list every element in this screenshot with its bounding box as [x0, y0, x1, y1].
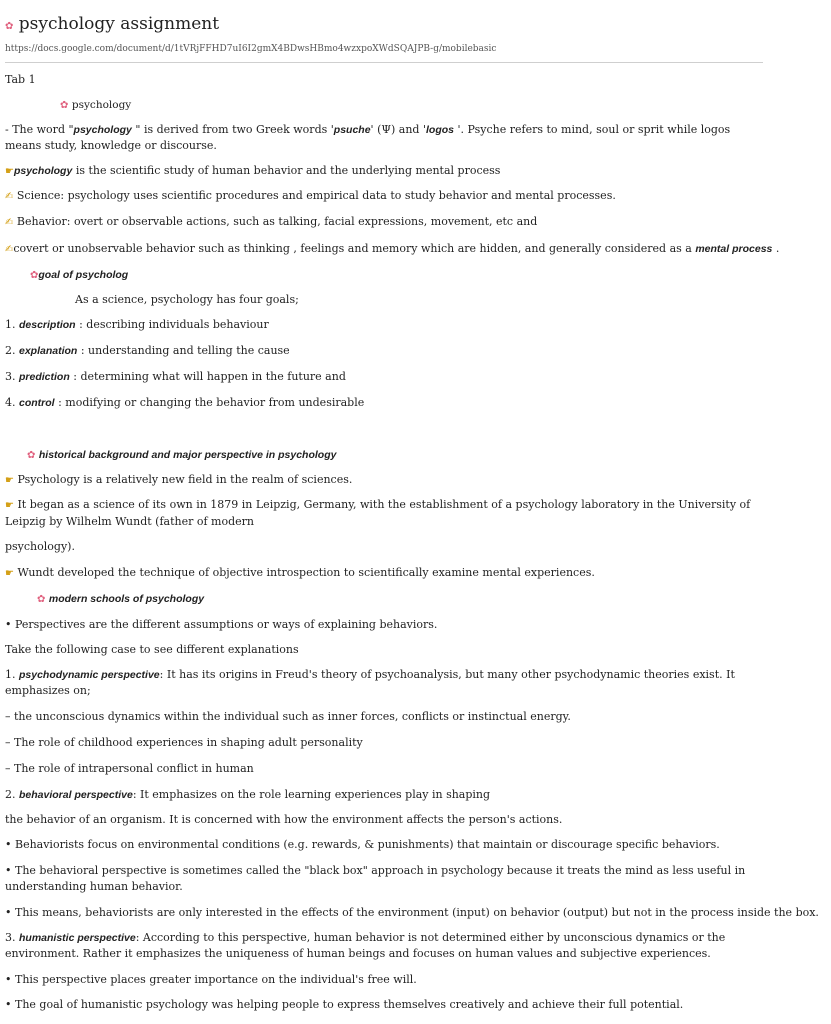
psychodynamic-paragraph [5, 667, 761, 699]
perspectives-bullet: • Perspectives are the different assumptions or ways of explaining behaviors. [5, 618, 438, 631]
title-fancy: psychology [18, 14, 115, 34]
cherry-blossom-icon: ✿ [37, 594, 46, 605]
bold-term: psychodynamic perspective [19, 669, 160, 681]
goal-term: control [19, 397, 55, 409]
title-rest: assignment [114, 14, 220, 34]
writing-hand-icon: ✍ [5, 217, 14, 228]
item-number: 1. [5, 668, 19, 681]
goal-text: : understanding and telling the cause [77, 344, 290, 357]
text: ' (Ψ) and ' [370, 123, 426, 136]
bold-term: humanistic perspective [19, 932, 136, 944]
goal-term: explanation [19, 345, 78, 357]
text: Wundt developed the technique of objective introspection to scientifically examine mental experiences. [13, 566, 595, 579]
cherry-blossom-icon: ✿ [5, 21, 14, 32]
heading-text: goal of psycholog [38, 269, 129, 281]
goal-number: 1. [5, 318, 19, 331]
pointing-hand-icon: ☛ [5, 166, 14, 177]
covert-paragraph [5, 241, 780, 258]
goal-item-1 [5, 317, 761, 333]
bold-term: mental process [695, 243, 773, 255]
text: : According to this perspective, human behavior is not determined either by unconscious dynamics or the environment. Rather it emphasizes the uniqueness of human beings and focuses on human values and subjective experiences. [5, 931, 726, 960]
humanistic-point-b: • The goal of humanistic psychology was helping people to express themselves creatively and achieve their full potential. [5, 998, 684, 1011]
subtitle-text: psychology [71, 99, 132, 111]
item-number: 2. [5, 788, 19, 801]
history-point-3 [5, 565, 761, 582]
goal-number: 4. [5, 396, 19, 409]
goal-text: : describing individuals behaviour [75, 318, 269, 331]
pointing-hand-icon: ☛ [5, 475, 14, 486]
heading-text: modern schools of psychology [48, 593, 205, 605]
bold-term: logos [426, 124, 454, 136]
goal-term: description [19, 319, 76, 331]
pointing-hand-icon: ☛ [5, 568, 14, 579]
humanistic-point-a: • This perspective places greater importance on the individual's free will. [5, 973, 417, 986]
text: Behavior: overt or observable actions, such as talking, facial expressions, movement, etc and [13, 215, 538, 228]
writing-hand-icon: ✍ [5, 191, 14, 202]
text: It began as a science of its own in 1879 in Leipzig, Germany, with the establishment of a psychology laboratory in the University of Leipzig by Wilhelm Wundt (father of modern [5, 498, 751, 528]
tab-label[interactable]: Tab 1 [5, 73, 36, 86]
text: covert or unobservable behavior such as thinking , feelings and memory which are hidden, and generally considered as a [13, 242, 696, 255]
document-url[interactable]: https://docs.google.com/document/d/1tVRjFFHD7uI6I2gmX4BDwsHBmo4wzxpoXWdSQAJPB-g/mobilebasic [5, 44, 497, 54]
goal-item-2 [5, 343, 761, 359]
header-divider [5, 62, 763, 63]
goal-number: 3. [5, 370, 19, 383]
goal-item-3 [5, 369, 761, 385]
goal-text: : determining what will happen in the future and [69, 370, 346, 383]
text: - The word " [5, 123, 74, 136]
item-number: 3. [5, 931, 19, 944]
text: '. Psyche refers to mind, soul or sprit while logos means study, knowledge or discourse. [5, 123, 731, 152]
psychodynamic-point-c: – The role of intrapersonal conflict in human [5, 762, 254, 775]
bold-term: psychology [73, 124, 132, 136]
history-point-1 [5, 472, 761, 489]
bold-term: psuche [333, 124, 371, 136]
text: : It has its origins in Freud's theory of psychoanalysis, but many other psychodynamic theories exist. It emphasizes on; [5, 668, 735, 697]
behavior-paragraph [5, 214, 761, 231]
take-case-paragraph: Take the following case to see different explanations [5, 643, 299, 656]
document-subtitle [60, 97, 816, 114]
text: is the scientific study of human behavior and the underlying mental process [72, 164, 501, 177]
writing-hand-icon: ✍ [5, 244, 14, 255]
document-header [0, 0, 768, 62]
goal-text: : modifying or changing the behavior from undesirable [54, 396, 365, 409]
text: : It emphasizes on the role learning experiences play in shaping [132, 788, 491, 801]
behavioral-paragraph [5, 787, 761, 803]
modern-schools-heading [37, 591, 793, 608]
bold-term: psychology [13, 165, 73, 177]
text: Science: psychology uses scientific procedures and empirical data to study behavior and mental processes. [13, 189, 616, 202]
psychodynamic-point-b: – The role of childhood experiences in shaping adult personality [5, 736, 363, 749]
goal-term: prediction [19, 371, 70, 383]
word-origin-paragraph [5, 122, 761, 154]
goals-intro: As a science, psychology has four goals; [75, 293, 299, 306]
heading-text: historical background and major perspective in psychology [38, 449, 337, 461]
text: Psychology is a relatively new field in the realm of sciences. [13, 473, 353, 486]
behavioral-point-b: • The behavioral perspective is sometimes called the "black box" approach in psychology because it treats the mind as less useful in understanding human behavior. [5, 864, 746, 893]
behavioral-point-c: • This means, behaviorists are only interested in the effects of the environment (input) on behavior (output) but not in the process inside the box. [5, 906, 819, 919]
cherry-blossom-icon: ✿ [27, 450, 36, 461]
cherry-blossom-icon: ✿ [60, 100, 69, 111]
bold-term: behavioral perspective [19, 789, 133, 801]
goal-number: 2. [5, 344, 19, 357]
goal-item-4 [5, 395, 761, 411]
text: " is derived from two Greek words ' [131, 123, 334, 136]
humanistic-paragraph [5, 930, 761, 962]
history-point-2-cont: psychology). [5, 540, 75, 553]
cherry-blossom-icon: ✿ [30, 270, 39, 281]
psychodynamic-point-a: – the unconscious dynamics within the individual such as inner forces, conflicts or instinctual energy. [5, 710, 571, 723]
definition-paragraph [5, 163, 761, 180]
history-point-2 [5, 497, 761, 530]
text: . [772, 242, 780, 255]
goal-heading [30, 267, 786, 284]
behavioral-point-a: • Behaviorists focus on environmental conditions (e.g. rewards, & punishments) that maintain or discourage specific behaviors. [5, 838, 720, 851]
pointing-hand-icon: ☛ [5, 500, 14, 511]
science-paragraph [5, 188, 761, 205]
document-title [5, 12, 219, 39]
history-heading [27, 447, 783, 464]
behavioral-cont: the behavior of an organism. It is concerned with how the environment affects the person's actions. [5, 813, 563, 826]
